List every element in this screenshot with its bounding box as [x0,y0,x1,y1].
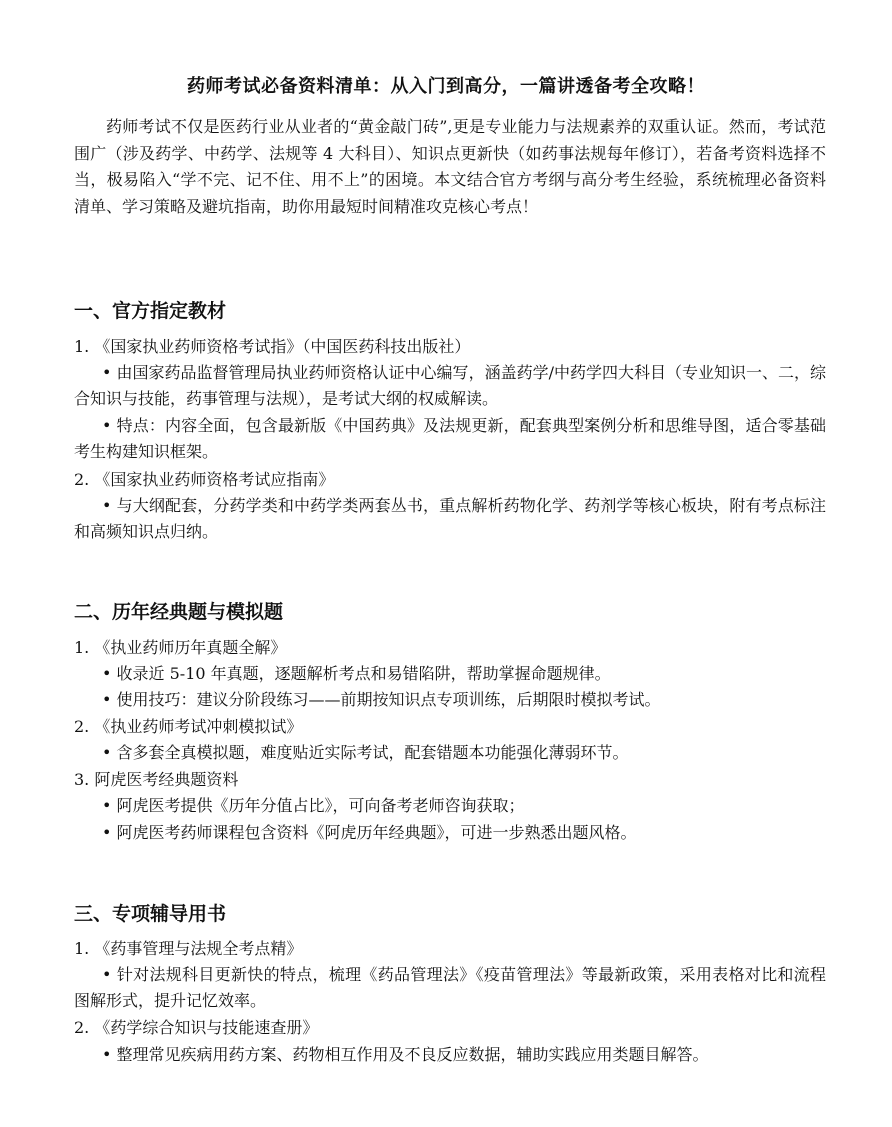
section-1-heading: 一、官方指定教材 [74,300,227,322]
section-1-bullet-1 [74,360,826,412]
intro-paragraph [74,114,826,220]
section-1-bullet-3 [74,493,826,545]
section-2-item-1: 1. 《执业药师历年真题全解》 [74,638,287,657]
section-2-item-2: 2. 《执业药师考试冲刺模拟试》 [74,717,303,736]
section-2-bullet-4: • 阿虎医考提供《历年分值占比》，可向备考老师咨询获取； [102,796,525,815]
section-2-bullet-5: • 阿虎医考药师课程包含资料《阿虎历年经典题》，可进一步熟悉出题风格。 [102,823,637,842]
section-1-item-1: 1. 《国家执业药师资格考试指》（中国医药科技出版社） [74,337,471,356]
section-3-bullet-2: • 整理常见疾病用药方案、药物相互作用及不良反应数据，辅助实践应用类题目解答。 [102,1045,709,1064]
section-3-bullet-1-text: • 针对法规科目更新快的特点，梳理《药品管理法》《疫苗管理法》等最新政策，采用表格对比和流程图解形式，提升记忆效率。 [74,965,826,1010]
section-2-item-3: 3. 阿虎医考经典题资料 [74,770,239,789]
section-1-bullet-2 [74,413,826,465]
section-2-bullet-3: • 含多套全真模拟题，难度贴近实际考试，配套错题本功能强化薄弱环节。 [102,743,629,762]
section-2-bullet-1: • 收录近 5-10 年真题，逐题解析考点和易错陷阱，帮助掌握命题规律。 [102,664,611,683]
document-title: 药师考试必备资料清单：从入门到高分，一篇讲透备考全攻略！ [187,76,705,97]
section-1-bullet-2-text: • 特点：内容全面，包含最新版《中国药典》及法规更新，配套典型案例分析和思维导图，适合零基础考生构建知识框架。 [74,416,826,461]
section-2-heading: 二、历年经典题与模拟题 [74,601,284,623]
section-1-bullet-1-text: • 由国家药品监督管理局执业药师资格认证中心编写，涵盖药学/中药学四大科目（专业知识一、二，综合知识与技能，药事管理与法规），是考试大纲的权威解读。 [74,363,826,408]
intro-text: 药师考试不仅是医药行业从业者的“黄金敲门砖”,更是专业能力与法规素养的双重认证。然而，考试范围广（涉及药学、中药学、法规等 4 大科目）、知识点更新快（如药事法规每年修订），若备考资料选择不当，极易陷入“学不完、记不住、用不上”的困境。本文结合官方考纲与高分考生经验，系统梳理必备资料清单、学习策略及避坑指南，助你用最短时间精准攻克核心考点！ [74,117,826,216]
section-1-item-2: 2. 《国家执业药师资格考试应指南》 [74,470,335,489]
section-3-item-2: 2. 《药学综合知识与技能速查册》 [74,1018,319,1037]
section-2-bullet-2: • 使用技巧：建议分阶段练习——前期按知识点专项训练，后期限时模拟考试。 [102,690,661,709]
section-3-bullet-1 [74,962,826,1014]
section-3-heading: 三、专项辅导用书 [74,903,227,925]
section-1-bullet-3-text: • 与大纲配套，分药学类和中药学类两套丛书，重点解析药物化学、药剂学等核心板块，附有考点标注和高频知识点归纳。 [74,496,826,541]
section-3-item-1: 1. 《药事管理与法规全考点精》 [74,939,303,958]
